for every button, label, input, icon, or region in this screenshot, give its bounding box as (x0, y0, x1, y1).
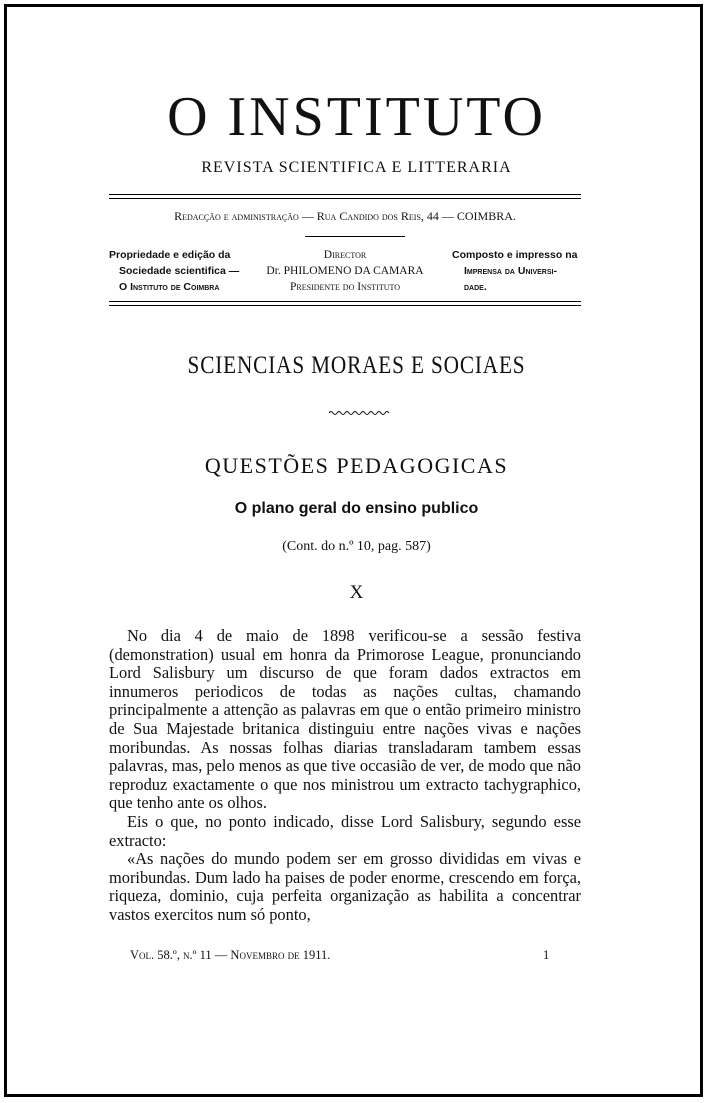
body-paragraph: Eis o que, no ponto indicado, disse Lord Salisbury, segundo esse extracto: (109, 811, 581, 850)
page-number: 1 (543, 948, 550, 962)
printer-line: Imprensa da Universi- (464, 265, 557, 277)
publisher-line: Propriedade e edição da (109, 249, 231, 261)
journal-subtitle: REVISTA SCIENTIFICA E LITTERARIA (201, 159, 512, 176)
body-paragraph: «As nações do mundo podem ser em grosso divididas em vivas e moribundas. Dum lado ha paises de poder enorme, crescendo em força, riqueza, dominio, cuja perfeita organização as habilita a concentrar vastos exercitos num só ponto, (109, 849, 581, 924)
director-label: Director (323, 249, 367, 261)
printer-block (452, 247, 587, 295)
body-paragraph: No dia 4 de maio de 1898 verificou-se a sessão festiva (demonstration) usual em honra da Primorose League, pronunciando Lord Salisbury um discurso de que foram dados extractos em innumeros periodicos de todas as nações cultas, chamando principalmente a attenção as palavras em que o então primeiro ministro de Sua Majestade britanica distinguiu entre nações vivas e nações moribundas. As nossas folhas diarias transladaram tambem essas palavras, mas, pelo menos as que tive occasião de ver, de modo que não reproduz exactamente o que nos ministrou um extracto tachygraphico, que tenho ante os olhos. (109, 626, 581, 813)
footer-volume: Vol. 58.º, n.º 11 — Novembro de 1911. (130, 948, 331, 962)
short-divider (305, 236, 405, 237)
article-subtitle: O plano geral do ensino publico (234, 500, 479, 517)
redaccao-line: Redacção e administração — Rua Candido dos Reis, 44 — COIMBRA. (174, 209, 516, 223)
director-role: Presidente do Instituto (289, 281, 401, 293)
director-block (255, 247, 435, 295)
journal-title: O INSTITUTO (167, 86, 546, 148)
double-rule-bottom-2 (109, 305, 581, 306)
printer-line: Composto e impresso na (452, 249, 578, 261)
double-rule-top-1 (109, 194, 581, 195)
printer-line: dade. (464, 281, 487, 293)
article-title: QUESTÕES PEDAGOGICAS (204, 453, 509, 478)
publisher-line: O Instituto de Coimbra (119, 281, 220, 293)
double-rule-top-2 (109, 198, 581, 199)
double-rule-bottom-1 (109, 301, 581, 302)
director-name: Dr. PHILOMENO DA CAMARA (266, 265, 424, 277)
chapter-number: X (349, 582, 364, 603)
publisher-line: Sociedade scientifica — (119, 265, 240, 277)
ornament-squiggle (329, 410, 391, 416)
continuation-note: (Cont. do n.º 10, pag. 587) (282, 539, 431, 554)
publisher-block (109, 247, 259, 295)
article-body (109, 627, 581, 925)
section-heading: SCIENCIAS MORAES E SOCIAES (187, 352, 526, 379)
